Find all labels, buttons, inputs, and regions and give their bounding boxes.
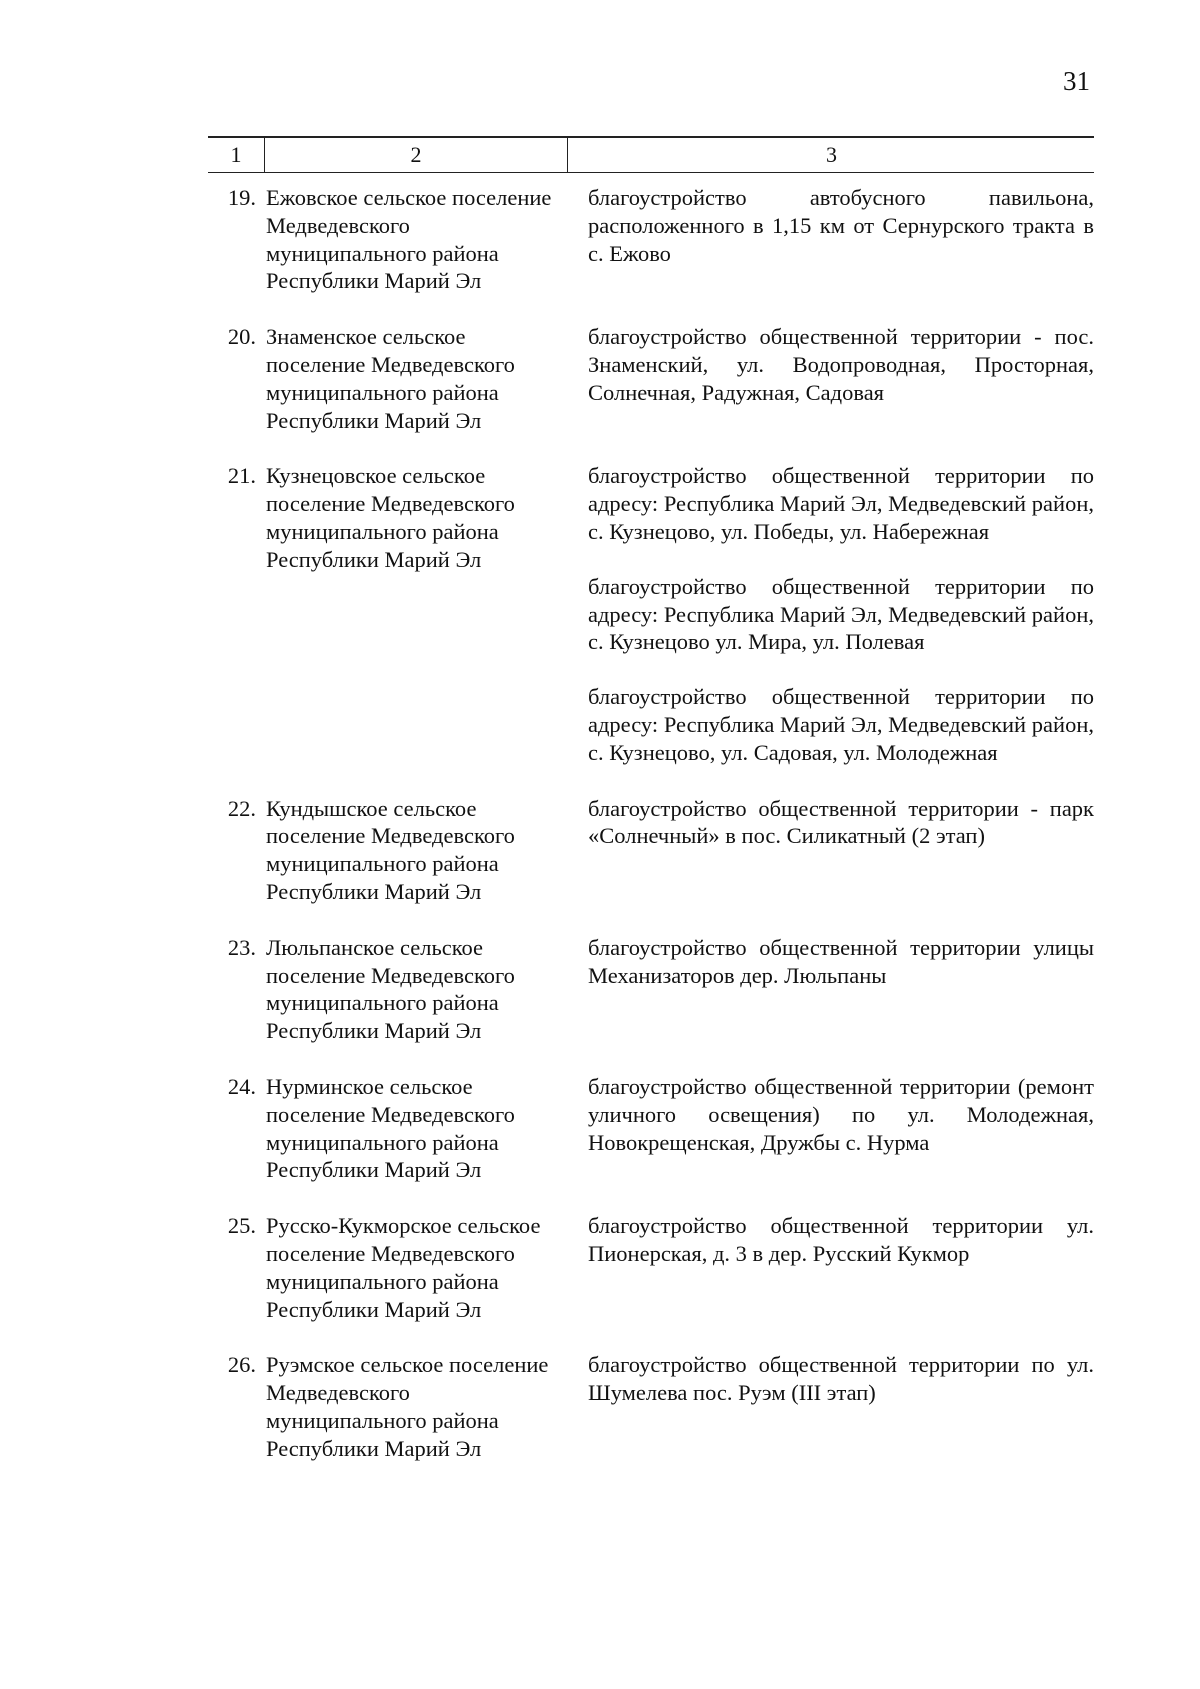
table-body — [208, 184, 1094, 1462]
settlement-name: Русско-Кукморское сельское поселение Медведевского муниципального района Республики Марий Эл — [266, 1213, 541, 1322]
settlement-name: Люльпанское сельское поселение Медведевского муниципального района Республики Марий Эл — [266, 934, 515, 1044]
header-cell-2: 2 — [265, 138, 568, 172]
work-description: благоустройство общественной территории ул. Пионерская, д. 3 в дер. Русский Кукмор — [588, 1213, 1094, 1266]
settlement-name: Руэмское сельское поселение Медведевского муниципального района Республики Марий Эл — [266, 1352, 549, 1461]
table-row — [208, 1351, 1094, 1462]
work-description: благоустройство автобусного павильона, расположенного в 1,15 км от Сернурского тракта в с. Ежово — [588, 185, 1094, 266]
table-row — [208, 795, 1094, 906]
work-description: благоустройство общественной территории - пос. Знаменский, ул. Водопроводная, Просторная, Солнечная, Радужная, Садовая — [588, 324, 1094, 405]
work-description: благоустройство общественной территории по адресу: Республика Марий Эл, Медведевский район, с. Кузнецово, ул. Садовая, ул. Молодежная — [588, 684, 1094, 765]
work-description: благоустройство общественной территории по адресу: Республика Марий Эл, Медведевский район, с. Кузнецово ул. Мира, ул. Полевая — [588, 573, 1094, 655]
row-number: 23. — [227, 934, 256, 960]
work-description: благоустройство общественной территории улицы Механизаторов дер. Люльпаны — [588, 934, 1094, 988]
settlement-name: Нурминское сельское поселение Медведевского муниципального района Республики Марий Эл — [266, 1073, 515, 1183]
work-description: благоустройство общественной территории (ремонт уличного освещения) по ул. Молодежная, Новокрещенская, Дружбы с. Нурма — [588, 1073, 1094, 1155]
row-number: 22. — [227, 795, 256, 821]
table-header-row — [208, 136, 1094, 173]
table-row — [208, 462, 1094, 766]
table-row — [208, 184, 1094, 295]
settlement-name: Ежовское сельское поселение Медведевского муниципального района Республики Марий Эл — [266, 185, 552, 294]
table-row — [208, 1212, 1094, 1323]
work-description: благоустройство общественной территории по адресу: Республика Марий Эл, Медведевский район, с. Кузнецово, ул. Победы, ул. Набережная — [588, 463, 1094, 544]
works-cell — [588, 1351, 1094, 1462]
territories-table — [208, 136, 1094, 1461]
work-description: благоустройство общественной территории по ул. Шумелева пос. Руэм (III этап) — [588, 1352, 1094, 1406]
works-cell — [588, 184, 1094, 295]
settlement-name: Кундышское сельское поселение Медведевского муниципального района Республики Марий Эл — [266, 795, 515, 904]
works-cell — [588, 462, 1094, 766]
work-description: благоустройство общественной территории - парк «Солнечный» в пос. Силикатный (2 этап) — [588, 795, 1094, 849]
works-cell — [588, 795, 1094, 906]
works-cell — [588, 1073, 1094, 1184]
settlement-name: Кузнецовское сельское поселение Медведевского муниципального района Республики Марий Эл — [266, 463, 515, 572]
row-number: 26. — [227, 1352, 256, 1378]
row-number: 25. — [227, 1213, 256, 1239]
table-row — [208, 1073, 1094, 1184]
works-cell — [588, 1212, 1094, 1323]
table-row — [208, 323, 1094, 434]
table-row — [208, 934, 1094, 1045]
row-number: 21. — [227, 463, 256, 489]
works-cell — [588, 323, 1094, 434]
page-number: 31 — [1063, 66, 1090, 96]
row-number: 20. — [227, 324, 256, 350]
settlement-name: Знаменское сельское поселение Медведевского муниципального района Республики Марий Эл — [266, 324, 515, 433]
works-cell — [588, 934, 1094, 1045]
row-number: 19. — [227, 185, 256, 210]
row-number: 24. — [227, 1073, 256, 1099]
header-cell-1: 1 — [208, 138, 265, 172]
header-cell-3: 3 — [826, 142, 837, 167]
